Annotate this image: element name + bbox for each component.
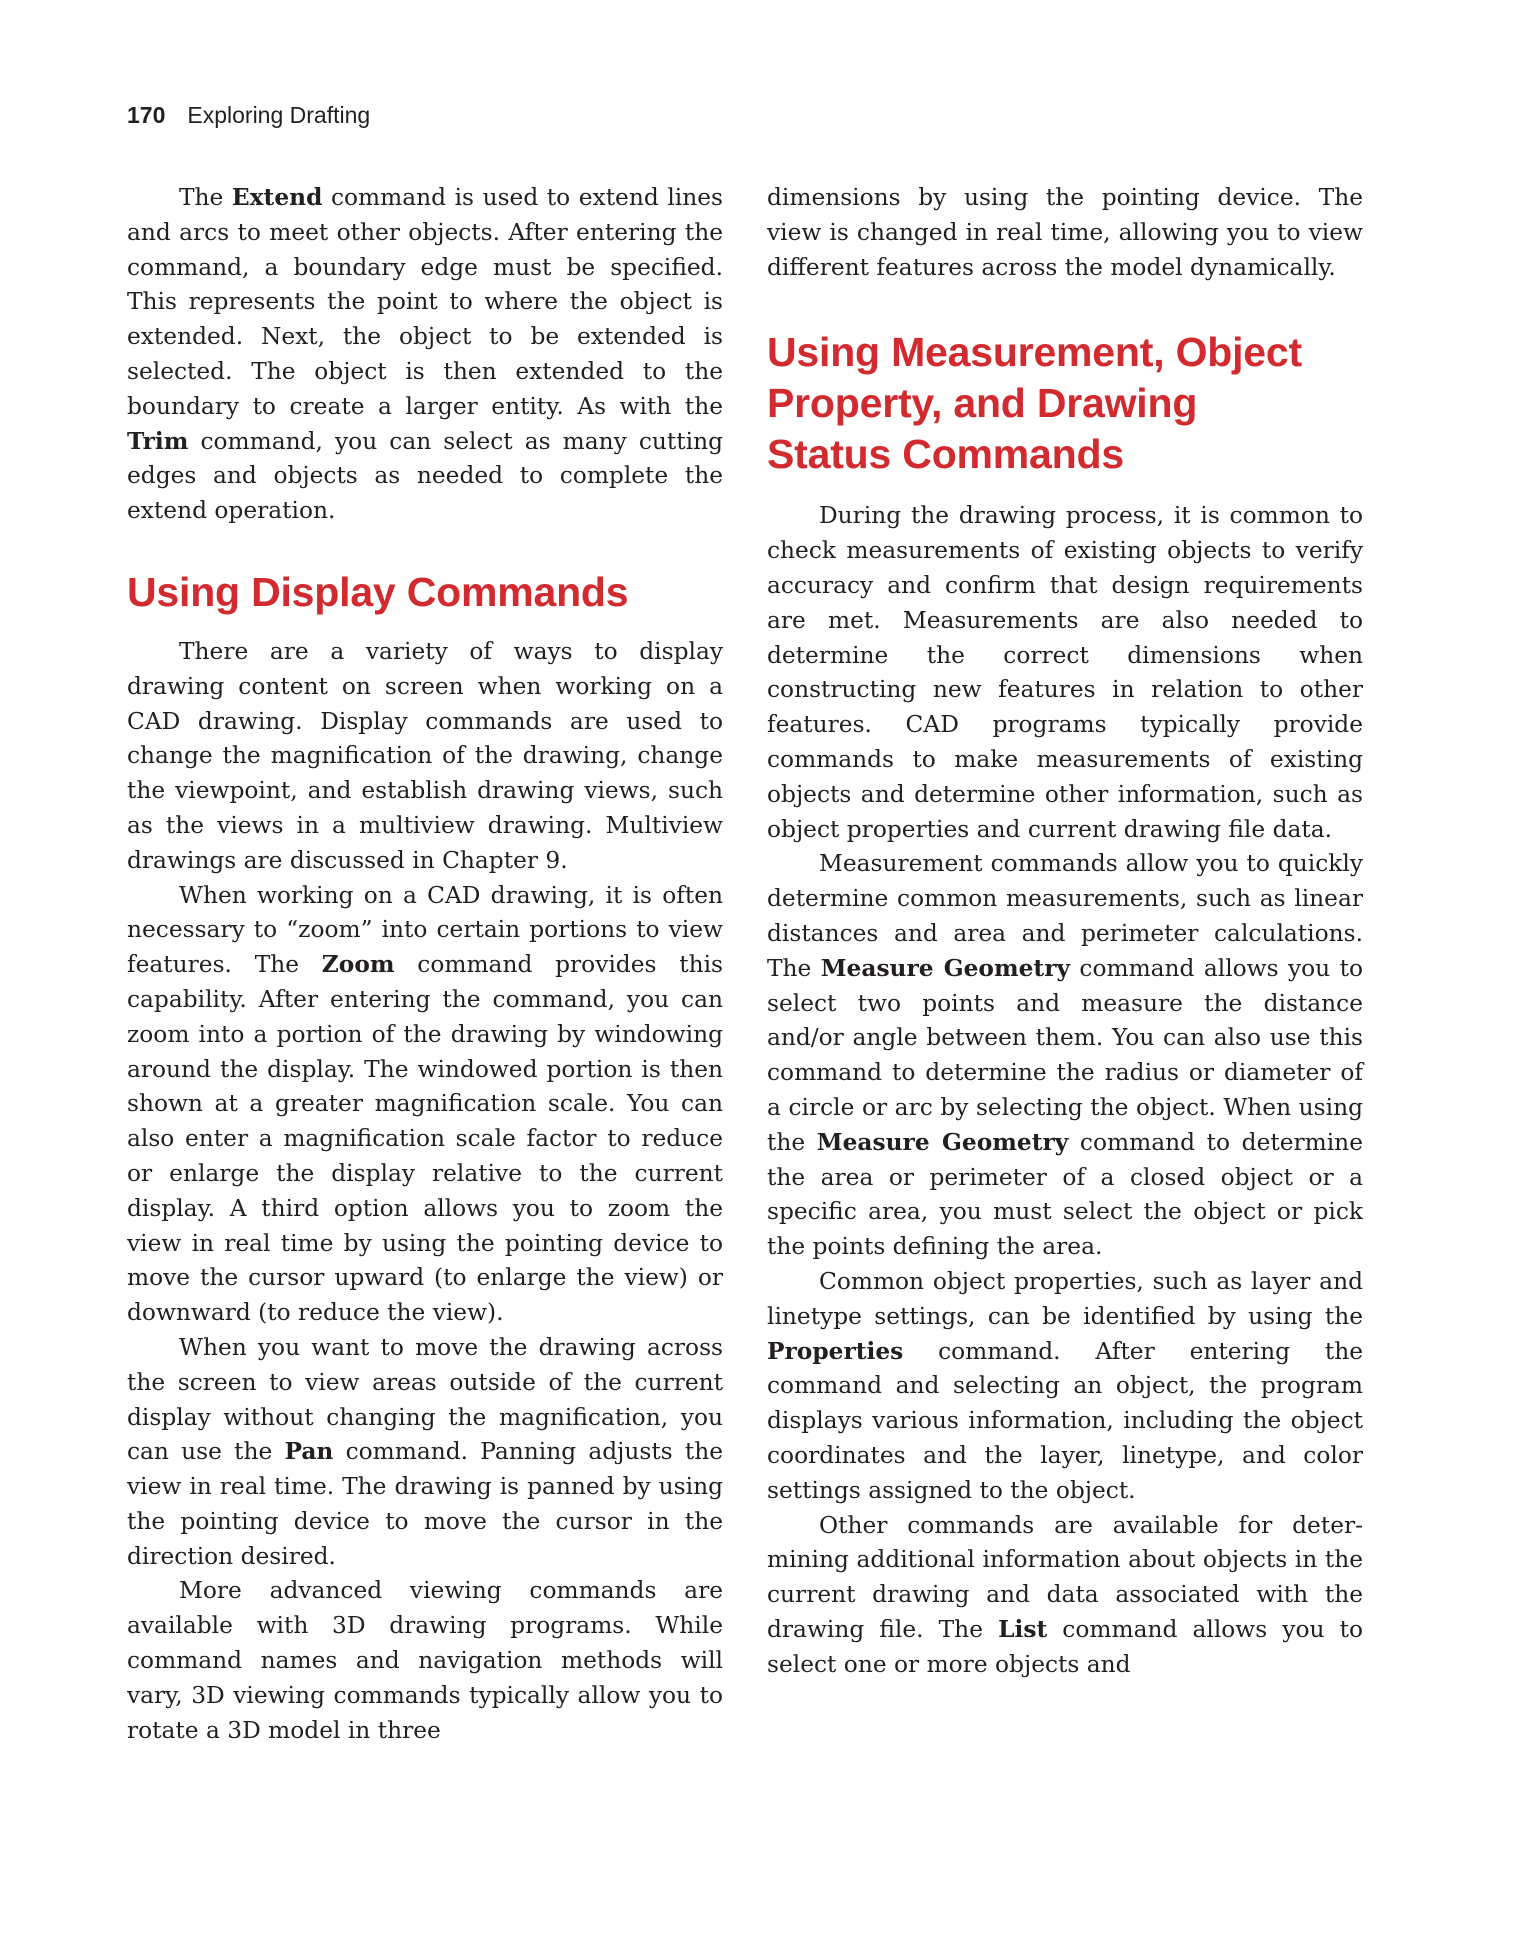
running-head xyxy=(127,102,370,129)
command-pan: Pan xyxy=(284,1438,334,1466)
heading-display-commands: Using Display Commands xyxy=(127,568,629,615)
paragraph-3d-viewing: More advanced viewing commands are available with 3D drawing programs. While command names and navigation methods will vary, 3D viewing commands typically allow you to rotate a 3D model in three xyxy=(127,1577,723,1744)
command-properties: Properties xyxy=(767,1337,904,1365)
paragraph-drawing-process: During the drawing process, it is common to check measurements of existing objects to verify accuracy and confirm that design requirements are met. Measurements are also needed to determine the correct dimensions when constructing new features in relation to other features. CAD programs typically provide commands to make measurements of existing objects and determine other information, such as object properties and current drawing file data. xyxy=(767,502,1363,843)
paragraph-pan: When you want to move the drawing across the screen to view areas outside of the current display without changing the magnification, you can use the Pan command. Panning adjusts the view in real time. The drawing is panned by using the pointing device to move the cursor in the direction desired. xyxy=(127,1333,723,1570)
paragraph-properties: Common object properties, such as layer and linetype settings, can be identified by using the Properties command. After entering the command and selecting an object, the program displays various information, including the object coordinates and the layer, linetype, and color settings assigned to the object. xyxy=(767,1267,1363,1504)
command-extend: Extend xyxy=(231,184,323,211)
command-trim: Trim xyxy=(127,427,189,455)
left-column xyxy=(127,181,723,1748)
paragraph-measure: Measurement commands allow you to quickly determine common measurements, such as linear distances and area and perimeter calculations. The Measure Geometry command allows you to select two points and measure the distance and/or angle between them. You can also use this command to determine the radius or diameter of a circle or arc by selecting the object. When using the Measure Geometry command to determine the area or perimeter of a closed object or a specific area, you must select the object or pick the points defining the area. xyxy=(767,850,1363,1261)
paragraph-display: There are a variety of ways to display drawing content on screen when working on a CAD drawing. Display commands are used to change the magnification of the drawing, change the viewpoint, and establish drawing views, such as the views in a multiview drawing. Multiview drawings are discussed in Chapter 9. xyxy=(127,637,723,874)
command-list: List xyxy=(998,1615,1048,1643)
paragraph-3d-continued: dimensions by using the pointing device. The view is changed in real time, allowing you to view different features across the model dynamically. xyxy=(767,184,1363,281)
command-measure-geometry: Measure Geometry xyxy=(820,954,1070,982)
command-zoom: Zoom xyxy=(321,951,395,979)
book-title: Exploring Drafting xyxy=(187,102,371,128)
right-column xyxy=(767,181,1363,1682)
paragraph-zoom: When working on a CAD drawing, it is often necessary to “zoom” into certain portions to view features. The Zoom command provides this capability. After entering the command, you can zoom into a portion of the drawing by windowing around the display. The windowed portion is then shown at a greater magnification scale. You can also enter a magnification scale factor to reduce or enlarge the display relative to the current display. A third option allows you to zoom the view in real time by using the pointing device to move the cursor upward (to enlarge the view) or downward (to reduce the view). xyxy=(127,881,723,1327)
page-number: 170 xyxy=(127,102,166,128)
paragraph-extend: The Extend command is used to extend lines and arcs to meet other objects. After entering the command, a boundary edge must be specified. This represents the point to where the object is extended. Next, the object to be extended is selected. The object is then extended to the boundary to create a larger entity. As with the Trim command, you can select as many cutting edges and objects as needed to complete the extend operation. xyxy=(127,184,723,525)
heading-measurement-commands: Using Measurement, Object Property, and Drawing Status Commands xyxy=(767,329,1302,478)
paragraph-list: Other commands are available for determining additional information about objects in the current drawing and data associated with the drawing file. The List command allows you to select one or more objects and xyxy=(767,1511,1363,1678)
command-measure-geometry-2: Measure Geometry xyxy=(816,1128,1069,1156)
